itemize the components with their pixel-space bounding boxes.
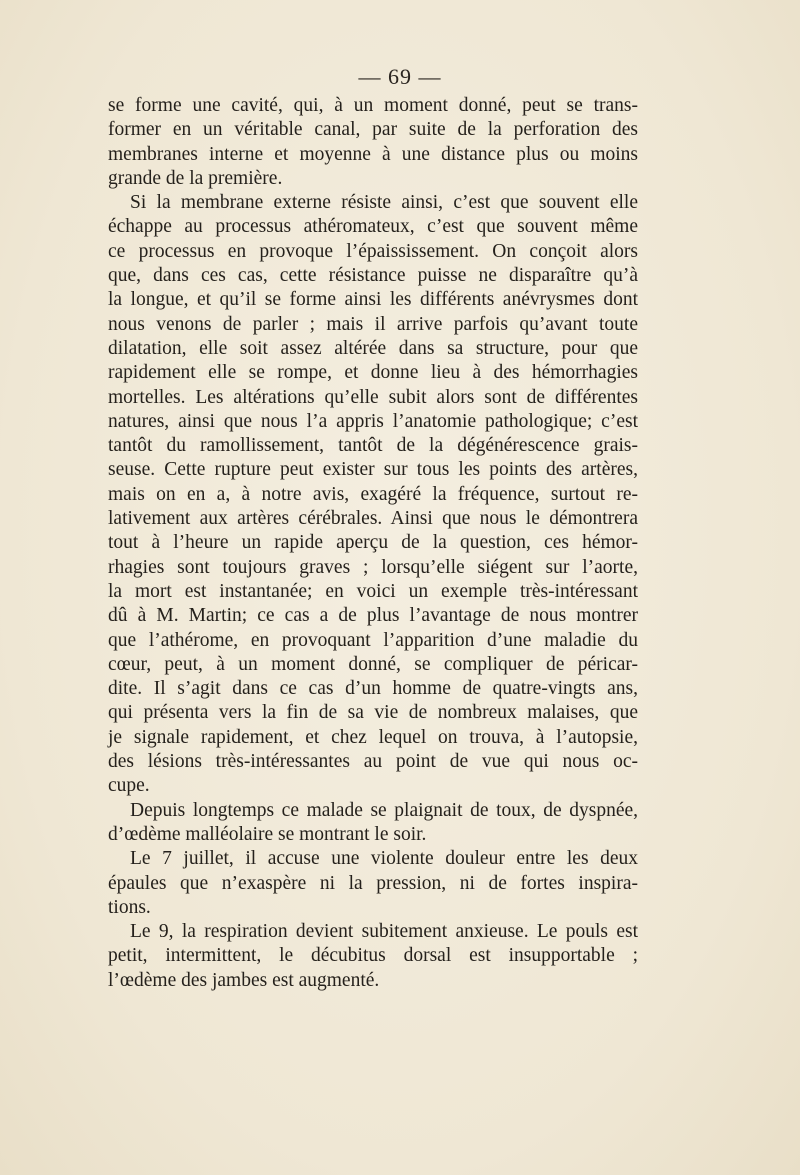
text-line: Depuis longtemps ce malade se plaignait de toux, de dyspnée, [130,799,638,821]
text-line: rapidement elle se rompe, et donne lieu à des hémorrhagies [108,362,638,384]
text-line: dilatation, elle soit assez altérée dans sa structure, pour que [108,337,638,359]
text-line: cœur, peut, à un moment donné, se compliquer de péricar- [108,653,638,675]
text-line: la mort est instantanée; en voici un exemple très-intéressant [108,580,638,602]
text-line: Si la membrane externe résiste ainsi, c’est que souvent elle [130,192,638,214]
text-line: Le 9, la respiration devient subitement anxieuse. Le pouls est [130,921,638,943]
text-line: petit, intermittent, le décubitus dorsal est insupportable ; [108,945,638,967]
text-line: l’œdème des jambes est augmenté. [108,969,380,991]
text-line: qui présenta vers la fin de sa vie de nombreux malaises, que [108,702,638,724]
page-number: — 69 — [358,64,442,89]
text-line: la longue, et qu’il se forme ainsi les différents anévrysmes dont [108,289,638,311]
text-line: mais on en a, à notre avis, exagéré la fréquence, surtout re- [108,483,638,505]
text-line: épaules que n’exaspère ni la pression, ni de fortes inspira- [108,872,638,894]
text-line: je signale rapidement, et chez lequel on trouva, à l’autopsie, [108,726,638,748]
text-line: tantôt du ramollissement, tantôt de la dégénérescence grais- [108,435,638,457]
text-line: cupe. [108,775,150,797]
text-line: dite. Il s’agit dans ce cas d’un homme de quatre-vingts ans, [108,678,638,700]
text-line: rhagies sont toujours graves ; lorsqu’elle siégent sur l’aorte, [108,556,638,578]
text-line: tout à l’heure un rapide aperçu de la question, ces hémor- [108,532,638,554]
text-line: que l’athérome, en provoquant l’apparition d’une maladie du [108,629,638,651]
text-line: échappe au processus athéromateux, c’est que souvent même [108,216,638,238]
text-line: former en un véritable canal, par suite de la perforation des [108,119,638,141]
text-line: nous venons de parler ; mais il arrive parfois qu’avant toute [108,313,638,335]
text-line: seuse. Cette rupture peut exister sur tous les points des artères, [108,459,638,481]
body-text [108,94,638,993]
text-line: que, dans ces cas, cette résistance puisse ne disparaître qu’à [108,265,638,287]
text-line: grande de la première. [108,167,283,189]
text-line: se forme une cavité, qui, à un moment donné, peut se trans- [108,95,638,116]
text-line: des lésions très-intéressantes au point de vue qui nous oc- [108,751,638,773]
text-line: lativement aux artères cérébrales. Ainsi que nous le démontrera [108,508,638,530]
text-line: natures, ainsi que nous l’a appris l’anatomie pathologique; c’est [108,410,638,432]
text-line: membranes interne et moyenne à une distance plus ou moins [108,143,638,165]
text-line: d’œdème malléolaire se montrant le soir. [108,823,427,845]
text-line: ce processus en provoque l’épaississement. On conçoit alors [108,240,638,262]
text-line: mortelles. Les altérations qu’elle subit alors sont de différentes [108,386,638,408]
text-line: Le 7 juillet, il accuse une violente douleur entre les deux [130,848,638,870]
text-line: tions. [108,896,151,918]
text-line: dû à M. Martin; ce cas a de plus l’avantage de nous montrer [108,605,638,627]
